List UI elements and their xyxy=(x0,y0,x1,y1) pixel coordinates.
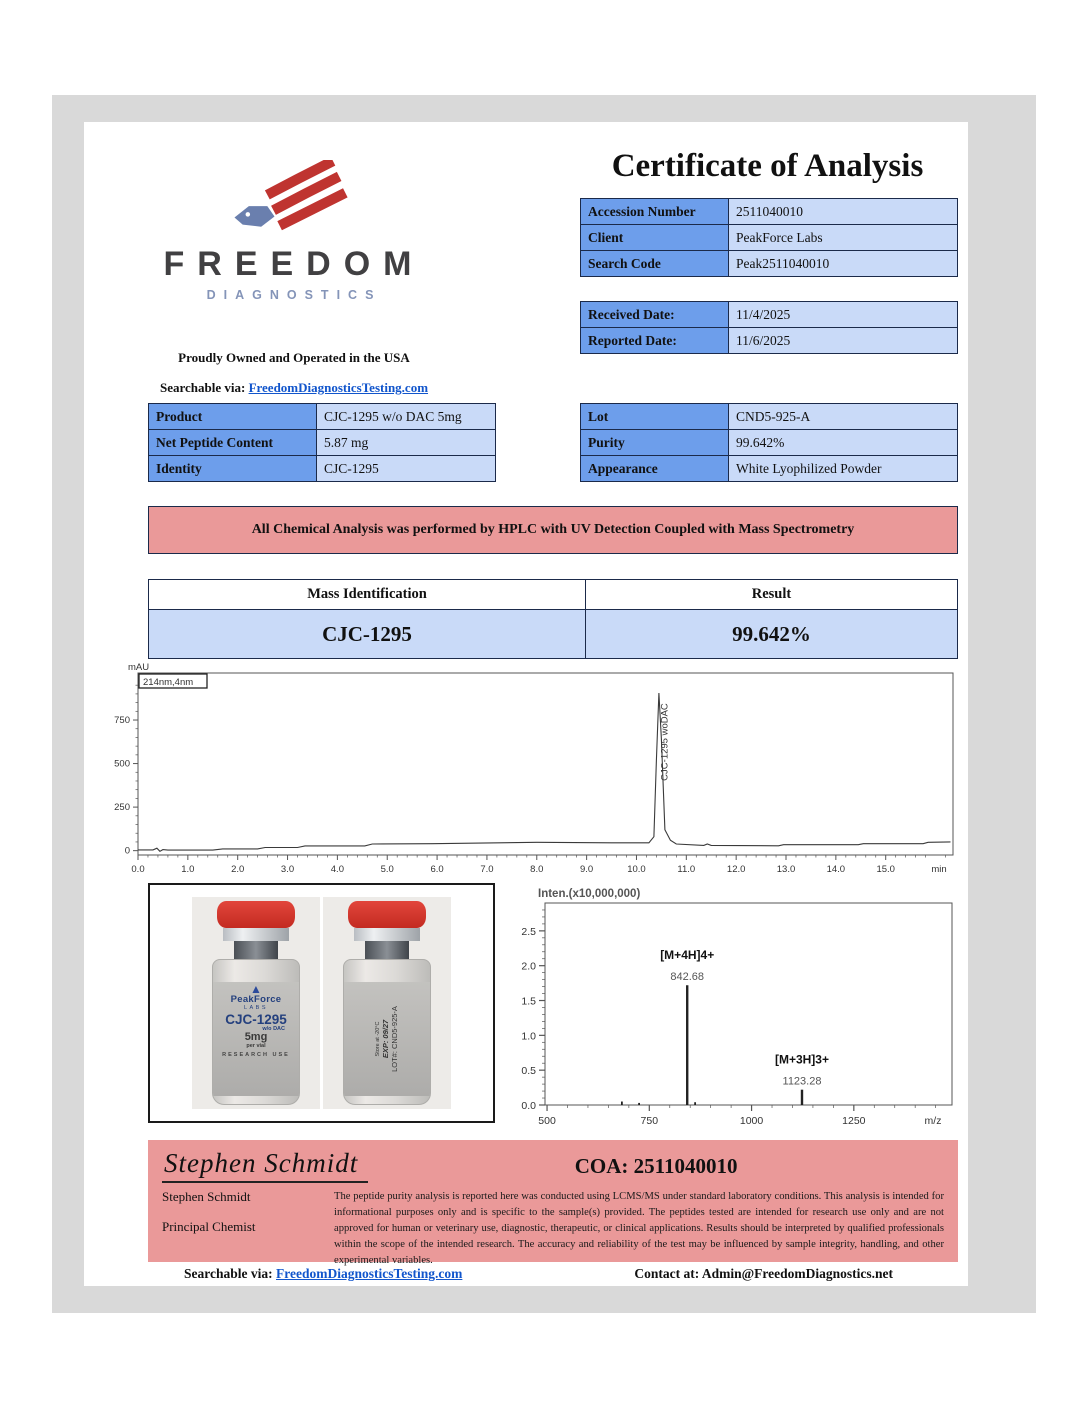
x-tick-label: 5.0 xyxy=(380,864,394,875)
searchable-label: Searchable via: xyxy=(159,380,246,395)
y-tick-label: 250 xyxy=(114,802,130,814)
signer-role: Principal Chemist xyxy=(162,1219,256,1234)
y-tick-label: 1.0 xyxy=(521,1030,536,1043)
mass-id-header: Mass Identification xyxy=(149,580,586,610)
brand-subtitle: DIAGNOSTICS xyxy=(206,288,382,302)
identity-label: Identity xyxy=(149,456,317,482)
signer-info xyxy=(162,1189,334,1269)
product-value: CJC-1295 w/o DAC 5mg xyxy=(317,404,496,430)
peak-charge-annotation: [M+3H]3+ xyxy=(774,1052,830,1067)
hplc-chromatogram-chart xyxy=(102,662,962,887)
mass-spectrum-chart xyxy=(498,886,970,1138)
purity-label: Purity xyxy=(581,430,729,456)
vial-label-back xyxy=(344,982,430,1096)
x-tick-label: 10.0 xyxy=(627,864,646,875)
lot-label: Lot xyxy=(581,404,729,430)
lot-value: CND5-925-A xyxy=(729,404,958,430)
result-value: 99.642% xyxy=(586,610,958,659)
x-tick-label: 12.0 xyxy=(726,864,746,875)
mass-id-table xyxy=(148,579,958,659)
y-axis-unit: mAU xyxy=(128,662,150,673)
product-table xyxy=(148,403,496,482)
vial-product-name: CJC-1295 xyxy=(225,1012,287,1027)
net-peptide-value: 5.87 mg xyxy=(317,430,496,456)
vial-brand: PeakForce xyxy=(230,994,282,1005)
disclaimer-text: The peptide purity analysis is reported here was conducted using LCMS/MS under standard laboratory conditions. This analysis is intended for informational purposes only and is specific to the sample(s) provided. The peptides tested are intended for research use only and are not approved for human or veterinary use, diagnostic, therapeutic, or clinical applications. Results should be interpreted by qualified professionals within the scope of the intended research. The accuracy and reliability of the test may be influenced by sample integrity, handling, and other experimental variables. xyxy=(334,1191,944,1267)
reported-date-value: 11/6/2025 xyxy=(729,328,958,354)
coa-number: COA: 2511040010 xyxy=(574,1154,738,1178)
y-tick-label: 1.5 xyxy=(521,995,536,1008)
x-tick-label: 6.0 xyxy=(430,864,444,875)
vial-stopper xyxy=(234,941,278,959)
signature-script: Stephen Schmidt xyxy=(162,1148,368,1183)
client-value: PeakForce Labs xyxy=(729,225,958,251)
vial-body xyxy=(212,959,300,1105)
accession-number-label: Accession Number xyxy=(581,199,729,225)
lot-table xyxy=(580,403,958,482)
x-tick-label: 0.0 xyxy=(131,864,145,875)
page-title: Certificate of Analysis xyxy=(611,148,924,184)
method-banner: All Chemical Analysis was performed by HPLC with UV Detection Coupled with Mass Spectrometry xyxy=(148,506,958,554)
searchable-link-bottom[interactable]: FreedomDiagnosticsTesting.com xyxy=(276,1266,463,1281)
x-tick-label: 500 xyxy=(538,1115,556,1127)
vial-stopper xyxy=(365,941,409,959)
y-tick-label: 0 xyxy=(124,845,130,857)
vial-variant: w/o DAC xyxy=(262,1026,285,1032)
y-tick-label: 0.5 xyxy=(521,1065,536,1078)
legend-label: 214nm,4nm xyxy=(143,677,194,688)
table-row xyxy=(581,328,958,354)
table-row xyxy=(581,199,958,225)
y-tick-label: 500 xyxy=(114,758,130,770)
x-tick-label: 3.0 xyxy=(280,864,295,875)
vial-photo xyxy=(192,897,451,1109)
received-date-value: 11/4/2025 xyxy=(729,302,958,328)
appearance-label: Appearance xyxy=(581,456,729,482)
client-label: Client xyxy=(581,225,729,251)
chromatogram-trace xyxy=(138,693,951,851)
vial-cap xyxy=(217,901,295,928)
signer-name: Stephen Schmidt xyxy=(162,1189,251,1204)
purity-value: 99.642% xyxy=(729,430,958,456)
vial-lot: LOT#: CND5-925-A xyxy=(389,1006,399,1072)
result-header: Result xyxy=(586,580,958,610)
x-tick-label: 4.0 xyxy=(330,864,344,875)
table-row xyxy=(149,404,496,430)
x-tick-label: 15.0 xyxy=(876,864,895,875)
received-date-label: Received Date: xyxy=(581,302,729,328)
x-tick-label: 11.0 xyxy=(677,864,696,875)
accession-table xyxy=(580,198,958,277)
table-row xyxy=(581,430,958,456)
appearance-value: White Lyophilized Powder xyxy=(729,456,958,482)
peak-charge-annotation: [M+4H]4+ xyxy=(660,948,715,963)
eagle-head xyxy=(234,206,274,227)
searchable-label: Searchable via: xyxy=(184,1266,273,1281)
freedom-eagle-logo xyxy=(232,160,356,238)
x-tick-label: 8.0 xyxy=(530,864,544,875)
x-tick-label: 1250 xyxy=(842,1115,866,1127)
eagle-eye xyxy=(246,212,251,217)
x-tick-label: 14.0 xyxy=(826,864,846,875)
identity-value: CJC-1295 xyxy=(317,456,496,482)
vial-front xyxy=(192,897,320,1109)
search-code-value: Peak2511040010 xyxy=(729,251,958,277)
table-row xyxy=(149,610,958,659)
reported-date-label: Reported Date: xyxy=(581,328,729,354)
vial-back xyxy=(323,897,451,1109)
signature-block xyxy=(148,1140,958,1267)
coa-page xyxy=(84,122,968,1286)
vial-per: per vial xyxy=(246,1043,266,1049)
y-tick-label: 2.5 xyxy=(521,925,536,938)
table-row xyxy=(581,251,958,277)
vial-brand-sub: LABS xyxy=(243,1005,269,1011)
table-row xyxy=(581,456,958,482)
chart-title: Inten.(x10,000,000) xyxy=(538,888,641,900)
x-tick-label: 9.0 xyxy=(580,864,594,875)
searchable-line-bottom xyxy=(184,1266,462,1282)
x-axis-unit: m/z xyxy=(924,1115,942,1127)
accession-number-value: 2511040010 xyxy=(729,199,958,225)
table-row xyxy=(581,302,958,328)
vial-research-use: RESEARCH USE xyxy=(222,1052,290,1058)
x-axis-unit: min xyxy=(931,864,947,875)
table-row xyxy=(149,580,958,610)
page-frame xyxy=(52,95,1036,1313)
y-tick-label: 0.0 xyxy=(521,1100,536,1112)
x-tick-label: 2.0 xyxy=(231,864,245,875)
y-tick-label: 750 xyxy=(114,715,130,727)
searchable-link-top[interactable]: FreedomDiagnosticsTesting.com xyxy=(248,380,429,395)
vial-cap xyxy=(348,901,426,928)
table-row xyxy=(149,456,496,482)
vial-storage: Store at -20°C xyxy=(374,1021,381,1057)
mass-id-value: CJC-1295 xyxy=(149,610,586,659)
usa-tagline: Proudly Owned and Operated in the USA xyxy=(178,350,410,365)
table-row xyxy=(149,430,496,456)
x-tick-label: 7.0 xyxy=(480,864,494,875)
vial-crimp xyxy=(354,928,420,941)
vial-body xyxy=(343,959,431,1105)
dates-table xyxy=(580,301,958,354)
searchable-line-top xyxy=(94,380,494,396)
brand-wordmark: FREEDOM xyxy=(163,245,425,283)
x-tick-label: 1.0 xyxy=(181,864,195,875)
logo-block xyxy=(94,160,494,302)
peak-mz-label: 842.68 xyxy=(670,971,705,984)
peak-annotation: CJC-1295 woDAC xyxy=(659,703,671,781)
net-peptide-label: Net Peptide Content xyxy=(149,430,317,456)
vial-photo-frame xyxy=(148,883,495,1123)
vial-exp: EXP: 09/27 xyxy=(380,1019,390,1059)
peak-mz-label: 1123.28 xyxy=(782,1075,822,1088)
search-code-label: Search Code xyxy=(581,251,729,277)
contact-line: Contact at: Admin@FreedomDiagnostics.net xyxy=(634,1266,893,1281)
table-row xyxy=(581,404,958,430)
vial-amount: 5mg xyxy=(244,1031,268,1043)
vial-label-front xyxy=(213,982,299,1096)
x-tick-label: 750 xyxy=(640,1115,659,1127)
x-tick-label: 13.0 xyxy=(776,864,796,875)
y-tick-label: 2.0 xyxy=(521,960,536,973)
vial-crimp xyxy=(223,928,289,941)
table-row xyxy=(581,225,958,251)
product-label: Product xyxy=(149,404,317,430)
x-tick-label: 1000 xyxy=(739,1115,764,1127)
peakforce-logo-icon: ▲ xyxy=(250,982,262,996)
footer-row xyxy=(84,1266,968,1282)
